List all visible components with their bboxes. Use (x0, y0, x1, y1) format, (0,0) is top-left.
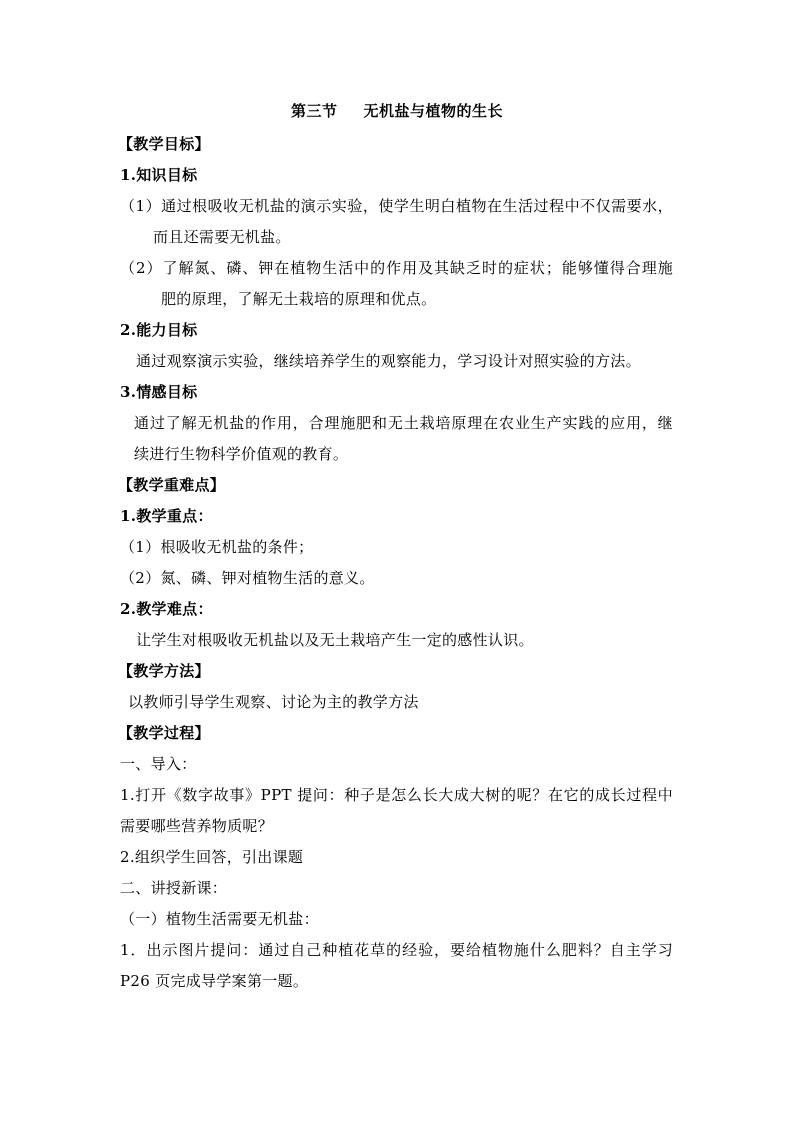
intro-heading: 一、导入： (120, 755, 197, 773)
process-heading: 【教学过程】 (118, 724, 210, 742)
emotion-line1: 通过了解无机盐的作用，合理施肥和无土栽培原理在农业生产实践的应用，继 (134, 414, 673, 432)
emotion-line2: 续进行生物科学价值观的教育。 (134, 445, 349, 463)
method-text: 以教师引导学生观察、讨论为主的教学方法 (128, 693, 419, 711)
emotion-heading: 3.情感目标 (120, 383, 198, 401)
knowledge-item2-line1: （2）了解氮、磷、钾在植物生活中的作用及其缺乏时的症状；能够懂得合理施 (120, 259, 673, 277)
method-heading: 【教学方法】 (118, 662, 210, 680)
page-title (0, 100, 794, 122)
sub-heading-1: （一）植物生活需要无机盐： (120, 910, 319, 928)
key-item1: （1）根吸收无机盐的条件； (120, 538, 314, 556)
difficult-heading: 2.教学难点： (120, 600, 213, 618)
knowledge-heading: 1.知识目标 (120, 166, 198, 184)
intro-item1-line1: 1.打开《数字故事》PPT 提问：种子是怎么长大成大树的呢？在它的成长过程中 (120, 786, 673, 804)
knowledge-item2-line2: 肥的原理，了解无土栽培的原理和优点。 (161, 290, 437, 308)
key-difficult-heading: 【教学重难点】 (118, 476, 226, 494)
title-section-name: 无机盐与植物的生长 (363, 102, 504, 120)
new-lesson-heading: 二、讲授新课： (120, 879, 228, 897)
difficult-text: 让学生对根吸收无机盐以及无土栽培产生一定的感性认识。 (136, 631, 534, 649)
knowledge-item1-line1: （1）通过根吸收无机盐的演示实验，使学生明白植物在生活过程中不仅需要水， (120, 197, 673, 215)
lesson-item1-line1: 1．出示图片提问：通过自己种植花草的经验，要给植物施什么肥料？自主学习 (120, 941, 673, 959)
ability-text: 通过观察演示实验，继续培养学生的观察能力，学习设计对照实验的方法。 (136, 352, 641, 370)
key-item2: （2）氮、磷、钾对植物生活的意义。 (120, 569, 375, 587)
ability-heading: 2.能力目标 (120, 321, 198, 339)
key-heading: 1.教学重点： (120, 507, 213, 525)
title-section-number: 第三节 (290, 102, 338, 120)
objectives-heading: 【教学目标】 (118, 135, 210, 153)
intro-item1-line2: 需要哪些营养物质呢？ (120, 817, 274, 835)
intro-item2: 2.组织学生回答，引出课题 (120, 848, 304, 866)
knowledge-item1-line2: 而且还需要无机盐。 (153, 228, 291, 246)
lesson-item1-line2: P26 页完成导学案第一题。 (120, 972, 309, 990)
